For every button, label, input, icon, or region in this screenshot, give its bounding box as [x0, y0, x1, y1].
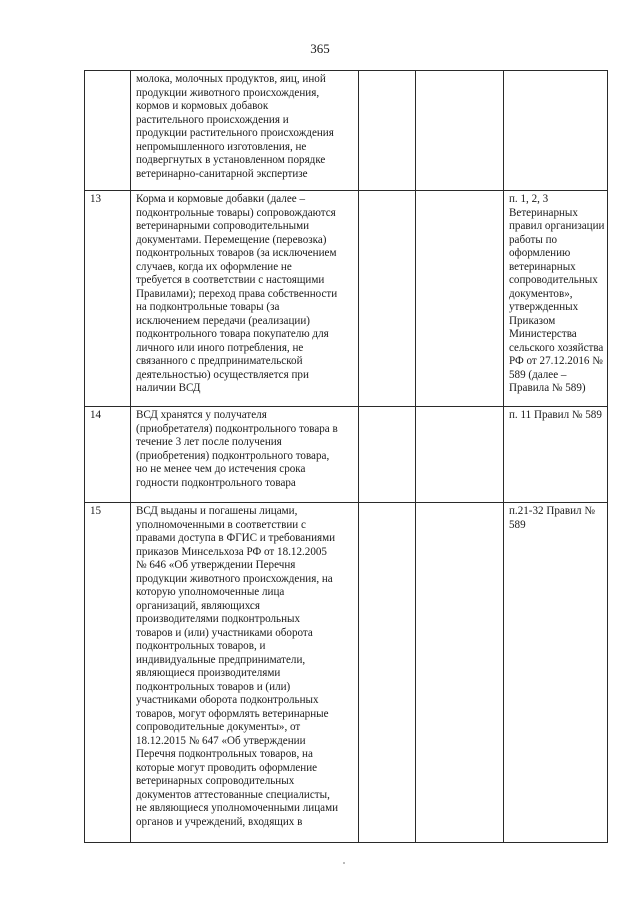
text-line: организаций, являющихся	[136, 599, 260, 612]
legal-reference-cell	[504, 503, 608, 843]
text-line: подконтрольных товаров и (или)	[136, 680, 291, 693]
page-number: 365	[310, 41, 330, 56]
text-line: (приобретателя) подконтрольного товара в	[136, 422, 338, 435]
text-line: продукции животного происхождения,	[136, 86, 320, 99]
text-line: случаев, когда их оформление не	[136, 260, 292, 273]
reference-line: оформлению	[509, 247, 571, 259]
text-line: личного или иного потребления, не	[136, 341, 304, 354]
text-line: исключением передачи (реализации)	[136, 314, 310, 327]
text-line: документов аттестованные специалисты,	[136, 788, 330, 801]
text-line: уполномоченными в соответствии с	[136, 518, 306, 531]
text-line: подконтрольного товара покупателю для	[136, 328, 329, 340]
requirement-text	[136, 409, 355, 490]
reference-line: ветеринарных	[509, 260, 576, 273]
reference-line: правил организации	[509, 220, 605, 232]
row-number: 15	[85, 503, 131, 843]
table-row	[85, 407, 608, 503]
reference-line: п.21-32 Правил №	[509, 505, 595, 517]
text-line: ветеринарными сопроводительными	[136, 220, 310, 232]
reference-line: утвержденных	[509, 301, 579, 313]
empty-cell	[359, 503, 416, 843]
text-line: Правилами); переход права собственности	[136, 287, 338, 300]
text-line: органов и учреждений, входящих в	[136, 815, 303, 828]
requirement-text-cell	[131, 407, 359, 503]
text-line: участниками оборота подконтрольных	[136, 694, 319, 706]
empty-cell	[416, 407, 504, 503]
text-line: являющиеся производителями	[136, 667, 281, 679]
text-line: деятельностью) осуществляется при	[136, 368, 309, 381]
text-line: требуется в соответствии с настоящими	[136, 274, 325, 286]
legal-reference-cell	[504, 191, 608, 407]
reference-line: РФ от 27.12.2016 №	[509, 355, 603, 367]
checklist-table-body	[85, 71, 608, 843]
text-line: ветеринарных сопроводительных	[136, 775, 295, 787]
text-line: наличии ВСД	[136, 382, 201, 394]
reference-line: сельского хозяйства	[509, 341, 604, 354]
text-line: молока, молочных продуктов, яиц, иной	[136, 73, 326, 85]
legal-reference	[509, 193, 604, 396]
text-line: подвергнутых в установленном порядке	[136, 154, 326, 166]
text-line: (приобретения) подконтрольного товара,	[136, 449, 330, 462]
text-line: правами доступа в ФГИС и требованиями	[136, 532, 336, 544]
text-line: документами. Перемещение (перевозка)	[136, 233, 327, 246]
row-number: 13	[85, 191, 131, 407]
row-number: 14	[85, 407, 131, 503]
reference-line: сопроводительных	[509, 274, 598, 286]
text-line: подконтрольных товаров (за исключением	[136, 247, 337, 259]
reference-line: работы по	[509, 233, 558, 246]
scan-speck	[343, 862, 345, 864]
reference-line: Ветеринарных	[509, 206, 578, 219]
requirement-text	[136, 73, 355, 181]
text-line: ветеринарно-санитарной экспертизе	[136, 167, 308, 180]
text-line: товаров и (или) участниками оборота	[136, 626, 313, 639]
table-row	[85, 191, 608, 407]
text-line: производителями подконтрольных	[136, 613, 301, 625]
legal-reference-cell	[504, 71, 608, 191]
requirement-text	[136, 505, 355, 829]
text-line: которую уполномоченные лица	[136, 586, 285, 598]
requirement-text	[136, 193, 355, 396]
text-line: подконтрольные товары) сопровождаются	[136, 206, 336, 219]
text-line: 18.12.2015 № 647 «Об утверждении	[136, 734, 306, 747]
text-line: кормов и кормовых добавок	[136, 100, 269, 112]
reference-line: документов»,	[509, 287, 573, 300]
legal-reference	[509, 505, 604, 532]
text-line: продукции животного происхождения, на	[136, 572, 333, 585]
checklist-table	[84, 70, 608, 843]
requirement-text-cell	[131, 503, 359, 843]
reference-line: 589 (далее –	[509, 368, 567, 381]
reference-line: Приказом	[509, 314, 556, 327]
text-line: продукции растительного происхождения	[136, 127, 334, 139]
text-line: но не менее чем до истечения срока	[136, 463, 306, 475]
table-row	[85, 503, 608, 843]
reference-line: Правила № 589)	[509, 382, 586, 394]
text-line: связанного с предпринимательской	[136, 355, 303, 367]
text-line: не являющиеся уполномоченными лицами	[136, 802, 339, 814]
text-line: годности подконтрольного товара	[136, 476, 296, 489]
empty-cell	[416, 71, 504, 191]
reference-line: п. 11 Правил № 589	[509, 409, 602, 421]
empty-cell	[416, 503, 504, 843]
reference-line: Министерства	[509, 328, 577, 340]
text-line: сопроводительные документы», от	[136, 721, 301, 733]
text-line: подконтрольных товаров, и	[136, 640, 266, 652]
legal-reference-cell	[504, 407, 608, 503]
reference-line: 589	[509, 518, 526, 531]
text-line: ВСД хранятся у получателя	[136, 409, 267, 421]
text-line: Перечня подконтрольных товаров, на	[136, 748, 313, 760]
reference-line: п. 1, 2, 3	[509, 193, 549, 205]
text-line: растительного происхождения и	[136, 113, 289, 126]
requirement-text-cell	[131, 191, 359, 407]
row-number	[85, 71, 131, 191]
text-line: непромышленного изготовления, не	[136, 140, 307, 153]
empty-cell	[359, 191, 416, 407]
empty-cell	[359, 407, 416, 503]
empty-cell	[416, 191, 504, 407]
text-line: которые могут проводить оформление	[136, 761, 318, 774]
text-line: ВСД выданы и погашены лицами,	[136, 505, 298, 517]
text-line: № 646 «Об утверждении Перечня	[136, 559, 296, 571]
legal-reference	[509, 409, 604, 423]
text-line: течение 3 лет после получения	[136, 436, 282, 448]
requirement-text-cell	[131, 71, 359, 191]
text-line: индивидуальные предприниматели,	[136, 653, 306, 666]
text-line: на подконтрольные товары (за	[136, 301, 280, 313]
text-line: товаров, могут оформлять ветеринарные	[136, 707, 329, 720]
text-line: приказов Минсельхоза РФ от 18.12.2005	[136, 545, 327, 558]
table-row	[85, 71, 608, 191]
empty-cell	[359, 71, 416, 191]
text-line: Корма и кормовые добавки (далее –	[136, 193, 305, 205]
